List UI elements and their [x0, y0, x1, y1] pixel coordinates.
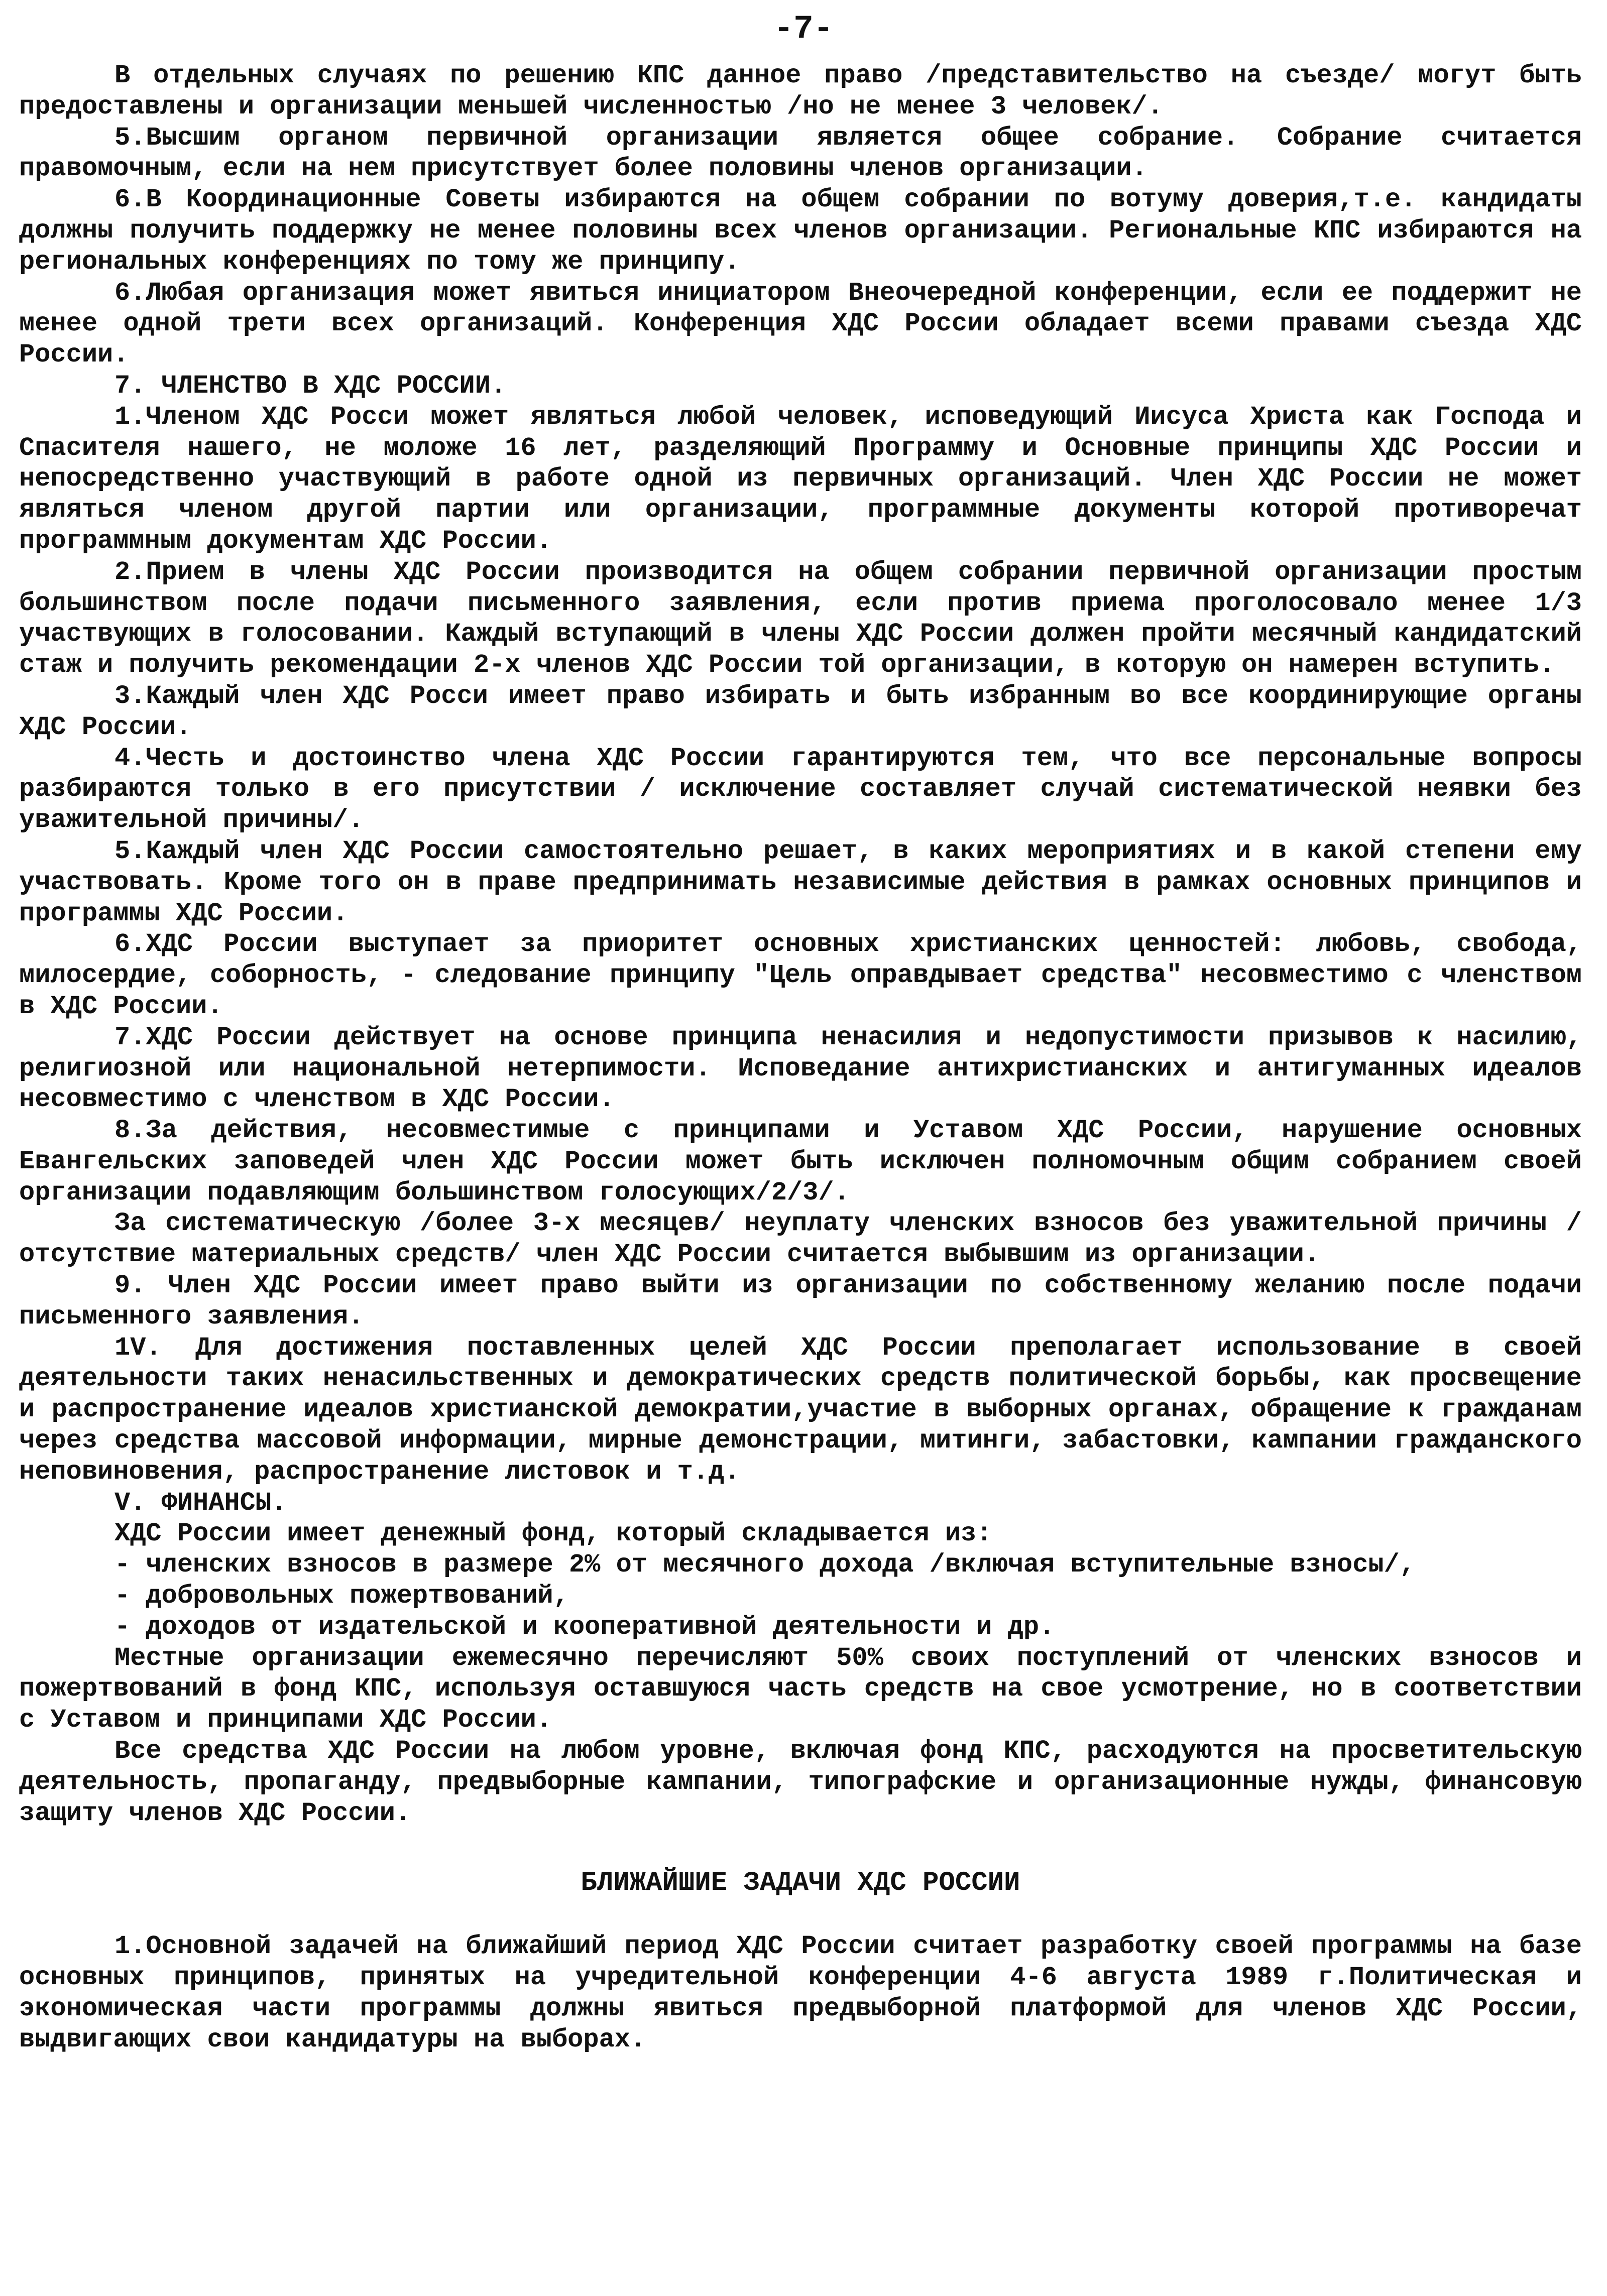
page-number: -7- — [773, 10, 834, 48]
paragraph: 8.За действия, несовместимые с принципами и Уставом ХДС России, нарушение основных Евангельских заповедей член ХДС России может быть исключен полномочным общим собранием своей организации подавляющим большинством голосующих/2/3/. — [19, 1116, 1582, 1207]
section-heading: БЛИЖАЙШИЕ ЗАДАЧИ ХДС РОССИИ — [581, 1868, 1020, 1899]
paragraph: 9. Член ХДС России имеет право выйти из организации по собственному желанию после подачи письменного заявления. — [19, 1271, 1582, 1332]
document-body — [19, 60, 1582, 2055]
paragraph: 1.Членом ХДС Росси может являться любой человек, исповедующий Иисуса Христа как Господа и Спасителя нашего, не моложе 16 лет, разделяющий Программу и Основные принципы ХДС России и непосредственно участвующий в работе одной из первичных организаций. Член ХДС России не может являться членом другой партии или организации, программные документы которой противоречат программным документам ХДС России. — [19, 402, 1582, 556]
paragraph: За систематическую /более 3-х месяцев/ неуплату членских взносов без уважительной причины /отсутствие материальных средств/ член ХДС России считается выбывшим из организации. — [19, 1209, 1582, 1270]
paragraph: 6.ХДС России выступает за приоритет основных христианских ценностей: любовь, свобода, милосердие, соборность, - следование принципу "Цель оправдывает средства" несовместимо с членством в ХДС России. — [19, 929, 1582, 1021]
paragraph: 1.Основной задачей на ближайший период ХДС России считает разработку своей программы на базе основных принципов, принятых на учредительной конференции 4-6 августа 1989 г.Политическая и экономическая части программы должны явиться предвыборной платформой для членов ХДС России, выдвигающих свои кандидатуры на выборах. — [19, 1931, 1582, 2055]
paragraph: В отдельных случаях по решению КПС данное право /представительство на съезде/ могут быть предоставлены и организации меньшей численностью /но не менее 3 человек/. — [19, 61, 1582, 122]
paragraph: 1V. Для достижения поставленных целей ХДС России преполагает использование в своей деятельности таких ненасильственных и демократических средств политической борьбы, как просвещение и распространение идеалов христианской демократии,участие в выборных органах, обращение к гражданам через средства массовой информации, мирные демонстрации, митинги, забастовки, кампании гражданского неповиновения, распространение листовок и т.д. — [19, 1333, 1582, 1487]
list-item: - доходов от издательской и кооперативной деятельности и др. — [114, 1612, 1055, 1642]
paragraph: 2.Прием в члены ХДС России производится на общем собрании первичной организации простым большинством после подачи письменного заявления, если против приема проголосовало менее 1/3 участвующих в голосовании. Каждый вступающий в члены ХДС России должен пройти месячный кандидатский стаж и получить рекомендации 2-х членов ХДС России той организации, в которую он намерен вступить. — [19, 557, 1582, 680]
paragraph: 7.ХДС России действует на основе принципа ненасилия и недопустимости призывов к насилию, религиозной или национальной нетерпимости. Исповедание антихристианских и антигуманных идеалов несовместимо с членством в ХДС России. — [19, 1022, 1582, 1115]
section-title-finance: V. ФИНАНСЫ. — [114, 1488, 287, 1518]
section-title-membership: 7. ЧЛЕНСТВО В ХДС РОССИИ. — [114, 371, 507, 401]
list-item: - добровольных пожертвований, — [114, 1581, 569, 1611]
paragraph: Местные организации ежемесячно перечисляют 50% своих поступлений от членских взносов и пожертвований в фонд КПС, используя оставшуюся часть средств на свое усмотрение, но в соответствии с Уставом и принципами ХДС России. — [19, 1643, 1582, 1735]
paragraph: 4.Честь и достоинство члена ХДС России гарантируются тем, что все персональные вопросы разбираются только в его присутствии / исключение составляет случай систематической неявки без уважительной причины/. — [19, 743, 1582, 835]
list-item: - членских взносов в размере 2% от месячного дохода /включая вступительные взносы/, — [114, 1550, 1416, 1580]
paragraph: 6.В Координационные Советы избираются на общем собрании по вотуму доверия,т.е. кандидаты должны получить поддержку не менее половины всех членов организации. Региональные КПС избираются на региональных конференциях по тому же принципу. — [19, 185, 1582, 277]
paragraph: 3.Каждый член ХДС Росси имеет право избирать и быть избранным во все координирующие органы ХДС России. — [19, 681, 1582, 742]
paragraph: ХДС России имеет денежный фонд, который складывается из: — [114, 1519, 992, 1549]
paragraph: 5.Каждый член ХДС России самостоятельно решает, в каких мероприятиях и в какой степени ему участвовать. Кроме того он в праве предпринимать независимые действия в рамках основных принципов и программы ХДС России. — [19, 836, 1582, 928]
paragraph: 6.Любая организация может явиться инициатором Внеочередной конференции, если ее поддержит не менее одной трети всех организаций. Конференция ХДС России обладает всеми правами съезда ХДС России. — [19, 278, 1582, 370]
paragraph: 5.Высшим органом первичной организации является общее собрание. Собрание считается правомочным, если на нем присутствует более половины членов организации. — [19, 123, 1582, 184]
paragraph: Все средства ХДС России на любом уровне, включая фонд КПС, расходуются на просветительскую деятельность, пропаганду, предвыборные кампании, типографские и организационные нужды, финансовую защиту членов ХДС России. — [19, 1736, 1582, 1828]
